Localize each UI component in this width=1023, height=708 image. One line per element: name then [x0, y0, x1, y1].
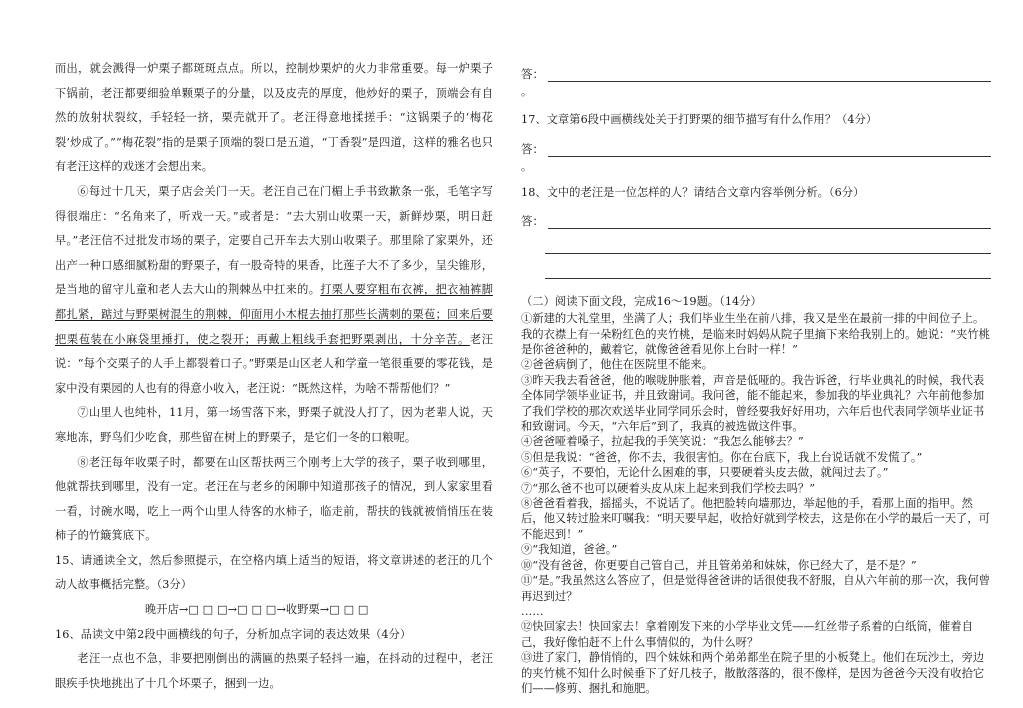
passage-2-paragraph: ⑥“英子，不要怕，无论什么困难的事，只要硬着头皮去做，就闯过去了。”: [521, 466, 889, 480]
passage-2-paragraph: ⑬进了家门，静悄悄的，四个妹妹和两个弟弟都坐在院子里的小板凳上。他们在玩沙土，旁边的夹竹桃不知什么时候垂下了好几枝子，散散落落的，很不像样，是因为爸爸今天没有收拾它们——修剪、捆扎和施肥。: [521, 651, 985, 695]
q16-answer-row: [521, 58, 991, 82]
passage-2-paragraph: ⑪“是。”我虽然这么答应了，但是觉得爸爸讲的话很使我不舒服，自从六年前的那一次，我何曾再迟到过？: [521, 574, 991, 603]
passage-2-paragraph: ⑤但是我说：“爸爸，你不去，我很害怕。你在台底下，我上台说话就不发慌了。”: [521, 450, 923, 464]
answer-line[interactable]: [545, 254, 991, 279]
question-16: 16、品读文中第2段中画横线的句子，分析加点字词的表达效果（4分）: [55, 627, 412, 641]
answer-line[interactable]: [548, 214, 991, 229]
left-column: [55, 57, 493, 696]
passage-paragraph-7: ⑦山里人也纯朴，11月，第一场雪落下来，野栗子就没人打了，因为老辈人说，天寒地冻，野鸟们少吃食，那些留在树上的野栗子，是它们一冬的口粮呢。: [55, 406, 493, 444]
q17-answer-row: [521, 133, 991, 157]
reading-passage-2: [521, 311, 991, 696]
paragraph-6-underlined-detail: 打栗人要穿粗布衣裤，把衣袖裤脚都扎紧，踮过与野栗树混生的荆棘，仰面用小木棍去抽打那些长满刺的栗苞；回来后要把栗苞装在小麻袋里捶打，使之裂开；再戴上粗线手套把野栗剥出，十分辛苦。: [55, 283, 493, 346]
passage-2-paragraph: ⑫快回家去！快回家去！拿着刚发下来的小学毕业文凭——红丝带子系着的白纸筒，催着自己，我好像怕赶不上什么事情似的，为什么呀？: [521, 620, 973, 649]
passage-paragraph-6: [55, 180, 493, 401]
answer-label: 答：: [521, 214, 544, 229]
period-mark: 。: [521, 85, 532, 98]
section-2-heading: （二）阅读下面文段，完成16～19题。（14分）: [521, 295, 762, 309]
passage-2-paragraph: ②爸爸病倒了，他住在医院里不能来。: [521, 358, 714, 372]
passage-2-paragraph: ①新建的大礼堂里，坐满了人；我们毕业生坐在前八排，我又是坐在最前一排的中间位子上。我的衣襟上有一朵粉红色的夹竹桃，是临来时妈妈从院子里摘下来给我别上的。她说：“夹竹桃是你爸爸种的，戴着它，就像爸爸看见你上台时一样！”: [521, 312, 990, 356]
passage-2-paragraph: ⑨“我知道，爸爸。”: [521, 543, 618, 557]
passage-2-paragraph: ④爸爸哑着嗓子，拉起我的手笑笑说：“我怎么能够去？”: [521, 435, 804, 449]
paragraph-6-text-b: 老汪说：“每个交栗子的人手上都裂着口子。”野栗是山区老人和学童一笔很重要的零花钱，是家中没有栗园的人也有的得意小收入，老汪说：“既然这样，为啥不帮帮他们？”: [55, 332, 493, 395]
answer-label: 答：: [521, 67, 544, 81]
question-15: 15、请通读全文，然后参照提示，在空格内填上适当的短语，将文章讲述的老汪的几个动人故事概括完整。（3分）: [55, 553, 493, 592]
passage-paragraph-8: ⑧老汪每年收栗子时，都要在山区帮扶两三个刚考上大学的孩子，栗子收到哪里，他就帮扶到哪里，没有一定。老汪在与老乡的闲聊中知道那孩子的情况，到人家家里看一看，讨碗水喝，吃上一两个山里人待客的水柿子，临走前，帮扶的钱就被悄悄压在装柿子的竹簸箕底下。: [55, 455, 493, 543]
answer-line[interactable]: [545, 229, 991, 254]
question-17: 17、文章第6段中画横线处关于打野栗的细节描写有什么作用？（4分）: [521, 113, 878, 126]
passage-2-paragraph: ⑩“没有爸爸，你更要自己管自己，并且管弟弟和妹妹，你已经大了，是不是？”: [521, 558, 917, 572]
q18-answer-row: [521, 205, 991, 229]
answer-line[interactable]: [548, 67, 991, 82]
passage-2-paragraph: ③昨天我去看爸爸，他的喉咙肿胀着，声音是低哑的。我告诉爸，行毕业典礼的时候，我代表全体同学领毕业证书，并且致谢词。我问爸，能不能起来，参加我的毕业典礼？六年前他参加了我们学校的那次欢送毕业同学同乐会时，曾经要我好好用功，六年后也代表同学领毕业证书和致谢词。今天，“六年后”到了，我真的被选做这件事。: [521, 373, 985, 434]
paragraph-6-text-a: ⑥每过十几天，栗子店会关门一天。老汪自己在门楣上手书致歉条一张，毛笔字写得很端庄：“名角来了，听戏一天。”或者是：“去大别山收栗一天，新鲜炒栗，明日赶早。”老汪信不过批发市场的栗子，定要自己开车去大别山收栗子。那里除了家栗外，还出产一种口感细腻粉甜的野栗子，有一股奇特的果香，比莲子大不了多少，呈尖锥形，是当地的留守儿童和老人去大山的荆棘丛中扛来的。: [55, 184, 493, 297]
question-18: 18、文中的老汪是一位怎样的人？请结合文章内容举例分析。（6分）: [521, 185, 865, 199]
question-16-quote: 老汪一点也不急，非要把刚倒出的满匾的热栗子轻抖一遍，在抖动的过程中，老汪眼疾手快地挑出了十几个坏栗子，捆到一边。: [55, 652, 493, 690]
passage-2-paragraph: ⑦“那么爸不也可以硬着头皮从床上起来到我们学校去吗？”: [521, 481, 815, 495]
ellipsis: ……: [521, 604, 544, 618]
right-column: [521, 58, 991, 696]
period-mark: 。: [521, 159, 532, 173]
answer-label: 答：: [521, 141, 544, 156]
passage-paragraph-5-end: 而出，就会溅得一炉栗子都斑斑点点。所以，控制炒栗炉的火力非常重要。每一炉栗子下锅前，老汪都要细验单颗栗子的分量，以及皮壳的厚度，他炒好的栗子，顶端会有自然的放射状裂纹，手轻轻一挤，栗壳就开了。老汪得意地揉搓手：“这锅栗子的‘梅花裂’炒成了。”“梅花裂”指的是栗子顶端的裂口是五道，“丁香裂”是四道，这样的雅名也只有老汪这样的戏迷才会想出来。: [55, 62, 493, 174]
question-15-sequence: 晚开店→□ □ □→□ □ □→收野栗→□ □ □: [145, 603, 369, 617]
passage-2-paragraph: ⑧爸爸看着我，摇摇头，不说话了。他把脸转向墙那边，举起他的手，看那上面的指甲。然后，他又转过脸来叮嘱我：“明天要早起，收拾好就到学校去，这是你在小学的最后一天了，可不能迟到！”: [521, 497, 990, 541]
answer-line[interactable]: [548, 142, 991, 157]
